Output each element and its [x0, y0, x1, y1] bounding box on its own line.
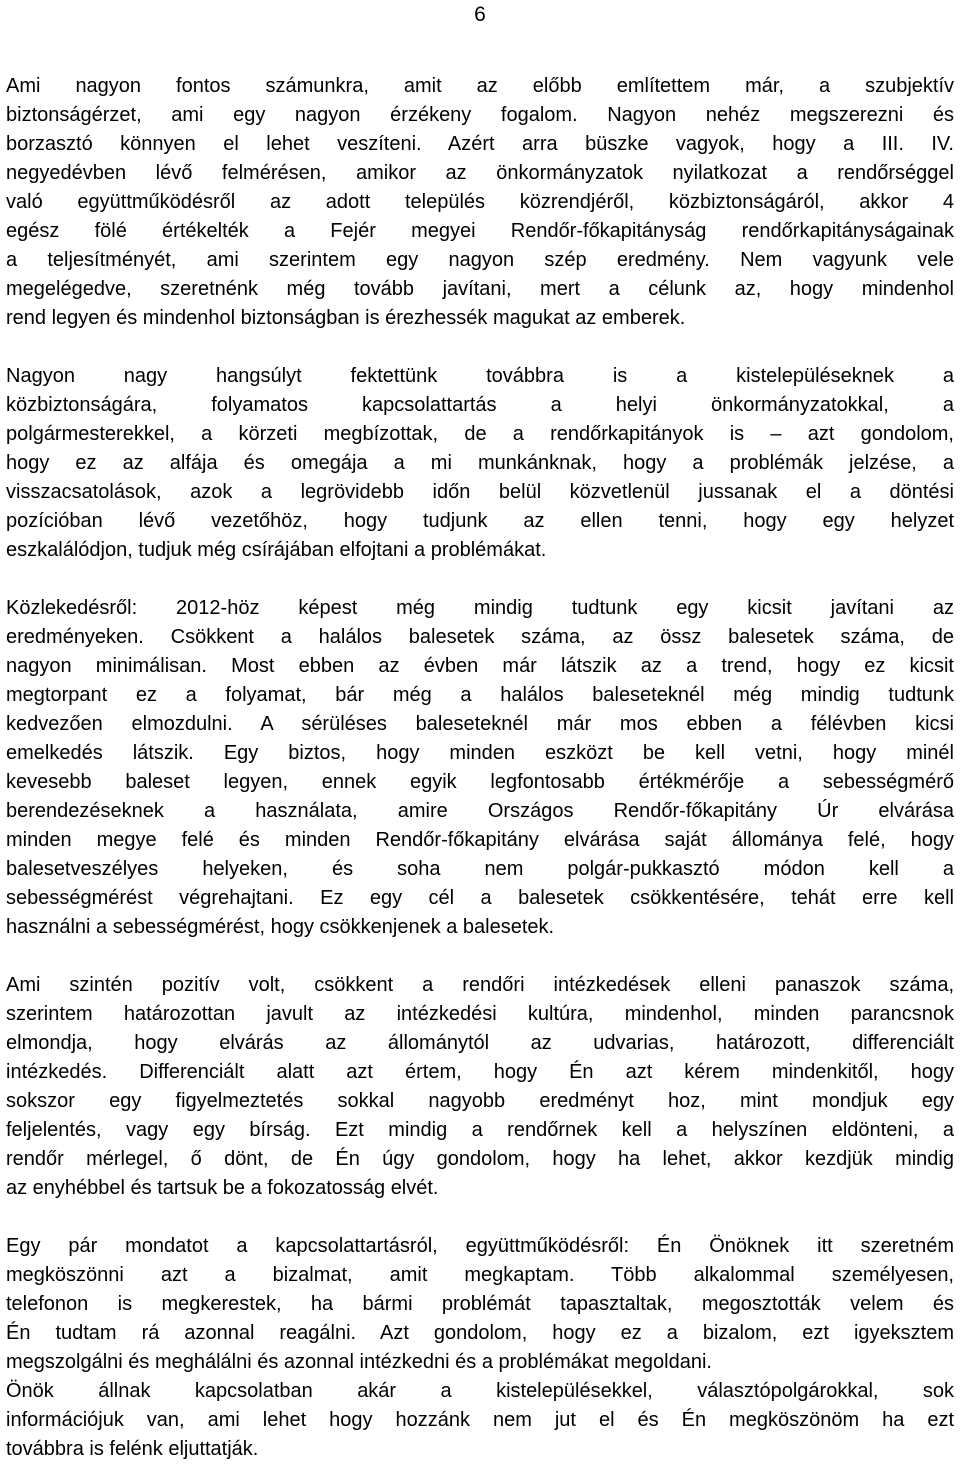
- paragraph-small-settlements: [6, 362, 954, 565]
- text-line: hogy ez az alfája és omegája a mi munkánknak, hogy a problémák jelzése, a: [6, 452, 954, 474]
- text-line: megköszönni azt a bizalmat, amit megkaptam. Több alkalommal személyesen,: [6, 1264, 954, 1286]
- text-line: megszolgálni és meghálálni és azonnal intézkedni és a problémákat megoldani.: [6, 1351, 712, 1373]
- text-line: sokszor egy figyelmeztetés sokkal nagyobb eredményt hoz, mint mondjuk egy: [6, 1090, 954, 1112]
- text-line: feljelentés, vagy egy bírság. Ezt mindig a rendőrnek kell a helyszínen eldönteni, a: [6, 1119, 954, 1141]
- text-line: való együttműködésről az adott település közrendjéről, közbiztonságáról, akkor 4: [6, 191, 954, 213]
- paragraph-complaints: [6, 971, 954, 1203]
- text-line: használni a sebességmérést, hogy csökkenjenek a balesetek.: [6, 916, 555, 938]
- text-line: közbiztonságára, folyamatos kapcsolattartás a helyi önkormányzatokkal, a: [6, 394, 954, 416]
- text-line: továbbra is felénk eljuttatják.: [6, 1438, 259, 1460]
- text-line: borzasztó könnyen el lehet veszíteni. Azért arra büszke vagyok, hogy a III. IV.: [6, 133, 954, 155]
- text-line: intézkedés. Differenciált alatt azt értem, hogy Én azt kérem mindenkitől, hogy: [6, 1061, 954, 1083]
- text-line: Én tudtam rá azonnal reagálni. Azt gondolom, hogy ez a bizalom, ezt igyeksztem: [6, 1322, 954, 1344]
- text-line: Egy pár mondatot a kapcsolattartásról, együttműködésről: Én Önöknek itt szeretném: [6, 1235, 954, 1257]
- text-line: Ami nagyon fontos számunkra, amit az előbb említettem már, a szubjektív: [6, 75, 954, 97]
- paragraph-cooperation: [6, 1232, 954, 1377]
- text-line: információjuk van, ami lehet hogy hozzánk nem jut el és Én megköszönöm ha ezt: [6, 1409, 954, 1431]
- text-line: visszacsatolások, azok a legrövidebb időn belül közvetlenül jussanak el a döntési: [6, 481, 954, 503]
- text-line: minden megye felé és minden Rendőr-főkapitány elvárása saját állománya felé, hogy: [6, 829, 954, 851]
- paragraph-closing: [6, 1377, 954, 1464]
- text-line: Nagyon nagy hangsúlyt fektettünk továbbra is a kistelepüléseknek a: [6, 365, 954, 387]
- text-line: Ami szintén pozitív volt, csökkent a rendőri intézkedések elleni panaszok száma,: [6, 974, 954, 996]
- text-line: Közlekedésről: 2012-höz képest még mindig tudtunk egy kicsit javítani az: [6, 597, 954, 619]
- text-line: az enyhébbel és tartsuk be a fokozatosság elvét.: [6, 1177, 439, 1199]
- text-line: negyedévben lévő felmérésen, amikor az önkormányzatok nyilatkozat a rendőrséggel: [6, 162, 954, 184]
- text-line: pozícióban lévő vezetőhöz, hogy tudjunk az ellen tenni, hogy egy helyzet: [6, 510, 954, 532]
- text-line: a teljesítményét, ami szerintem egy nagyon szép eredmény. Nem vagyunk vele: [6, 249, 954, 271]
- text-line: balesetveszélyes helyeken, és soha nem polgár-pukkasztó módon kell a: [6, 858, 954, 880]
- text-line: rendőr mérlegel, ő dönt, de Én úgy gondolom, hogy ha lehet, akkor kezdjük mindig: [6, 1148, 954, 1170]
- page-number: 6: [474, 3, 486, 26]
- text-line: eredményeken. Csökkent a halálos balesetek száma, az össz balesetek száma, de: [6, 626, 954, 648]
- text-line: sebességmérést végrehajtani. Ez egy cél a balesetek csökkentésére, tehát erre kell: [6, 887, 954, 909]
- text-line: Önök állnak kapcsolatban akár a kistelepülésekkel, választópolgárokkal, sok: [6, 1380, 954, 1402]
- paragraph-traffic: [6, 594, 954, 942]
- text-line: kevesebb baleset legyen, ennek egyik legfontosabb értékmérője a sebességmérő: [6, 771, 954, 793]
- text-line: berendezéseknek a használata, amire Országos Rendőr-főkapitány Úr elvárása: [6, 800, 954, 822]
- text-line: nagyon minimálisan. Most ebben az évben már látszik az a trend, hogy ez kicsit: [6, 655, 954, 677]
- text-line: eszkalálódjon, tudjuk még csírájában elfojtani a problémákat.: [6, 539, 547, 561]
- text-line: megelégedve, szeretnénk még tovább javítani, mert a célunk az, hogy mindenhol: [6, 278, 954, 300]
- text-line: telefonon is megkerestek, ha bármi problémát tapasztaltak, megosztották velem és: [6, 1293, 954, 1315]
- text-line: polgármesterekkel, a körzeti megbízottak, de a rendőrkapitányok is – azt gondolom,: [6, 423, 954, 445]
- text-line: egész fölé értékelték a Fejér megyei Rendőr-főkapitányság rendőrkapitányságainak: [6, 220, 954, 242]
- text-line: szerintem határozottan javult az intézkedési kultúra, mindenhol, minden parancsnok: [6, 1003, 954, 1025]
- text-line: rend legyen és mindenhol biztonságban is érezhessék magukat az emberek.: [6, 307, 686, 329]
- document-body: [6, 72, 954, 1464]
- paragraph-subjective-safety: [6, 72, 954, 333]
- text-line: emelkedés látszik. Egy biztos, hogy minden eszközt be kell vetni, hogy minél: [6, 742, 954, 764]
- text-line: elmondja, hogy elvárás az állománytól az udvarias, határozott, differenciált: [6, 1032, 954, 1054]
- text-line: kedvezően elmozdulni. A sérüléses baleseteknél már mos ebben a félévben kicsi: [6, 713, 954, 735]
- text-line: biztonságérzet, ami egy nagyon érzékeny fogalom. Nagyon nehéz megszerezni és: [6, 104, 954, 126]
- text-line: megtorpant ez a folyamat, bár még a halálos baleseteknél még mindig tudtunk: [6, 684, 954, 706]
